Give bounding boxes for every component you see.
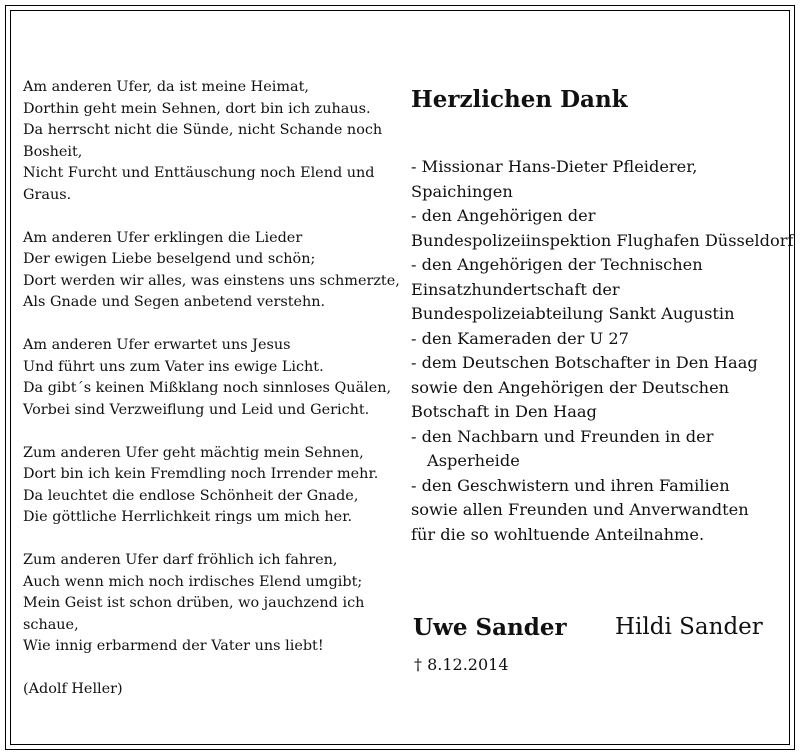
poem-line: Zum anderen Ufer geht mächtig mein Sehnen, — [23, 444, 364, 461]
poem-line: Am anderen Ufer, da ist meine Heimat, — [23, 79, 309, 95]
thanks-line: Asperheide — [427, 451, 520, 470]
thanks-line: - den Nachbarn und Freunden in der — [411, 426, 714, 446]
thanks-line: Bundespolizeiabteilung Sankt Augustin — [411, 304, 735, 323]
signature-deceased: Uwe Sander — [413, 614, 567, 641]
poem-stanza-5 — [23, 550, 368, 658]
poem-line: Vorbei sind Verzweiflung und Leid und Gericht. — [23, 401, 370, 418]
poem-stanza-1 — [23, 77, 383, 206]
thanks-line: Bundespolizeiinspektion Flughafen Düsseldorf — [411, 230, 794, 250]
poem-line: Zum anderen Ufer darf fröhlich ich fahren, — [23, 552, 338, 568]
thanks-line: Botschaft in Den Haag — [411, 402, 597, 421]
thanks-line: - den Angehörigen der — [411, 206, 596, 225]
thanks-line: - den Geschwistern und ihren Familien — [411, 475, 730, 495]
poem-author: (Adolf Heller) — [23, 681, 123, 697]
poem-line: Dort bin ich kein Fremdling noch Irrender mehr. — [23, 466, 379, 482]
poem — [23, 77, 400, 701]
poem-line: Die göttliche Herrlichkeit rings um mich her. — [23, 509, 353, 525]
thanks-line: sowie den Angehörigen der Deutschen — [411, 377, 730, 397]
poem-stanza-4 — [23, 443, 379, 529]
poem-line: Am anderen Ufer erklingen die Lieder — [23, 229, 303, 246]
thanks-line: sowie allen Freunden und Anverwandten — [411, 500, 749, 519]
poem-line: Als Gnade und Segen anbetend verstehn. — [23, 294, 326, 310]
poem-line: Am anderen Ufer erwartet uns Jesus — [23, 337, 291, 353]
poem-line: Mein Geist ist schon drüben, wo jauchzend ich — [23, 595, 365, 611]
thanks-line: - den Kameraden der U 27 — [411, 328, 629, 348]
poem-stanza-2 — [23, 228, 400, 314]
signature-family: Hildi Sander — [615, 614, 763, 640]
poem-line: Wie innig erbarmend der Vater uns liebt! — [23, 638, 324, 654]
thanks-title: Herzlichen Dank — [411, 86, 628, 113]
poem-line: Graus. — [23, 186, 72, 203]
poem-line: Da gibt´s keinen Mißklang noch sinnloses Quälen, — [23, 380, 392, 396]
poem-line: Dorthin geht mein Sehnen, dort bin ich zuhaus. — [23, 100, 371, 117]
thanks-line: - den Angehörigen der Technischen — [411, 255, 703, 274]
poem-stanza-3 — [23, 335, 392, 421]
poem-line: Der ewigen Liebe beselgend und schön; — [23, 251, 316, 267]
thanks-line: - dem Deutschen Botschafter in Den Haag — [411, 353, 758, 372]
thanks-line: - Missionar Hans-Dieter Pfleiderer, — [411, 157, 698, 176]
poem-line: Nicht Furcht und Enttäuschung noch Elend und — [23, 165, 375, 181]
poem-line: schaue, — [23, 616, 79, 633]
thanks-line: für die so wohltuende Anteilnahme. — [411, 524, 705, 544]
poem-line: Dort werden wir alles, was einstens uns schmerzte, — [23, 272, 400, 289]
poem-line: Auch wenn mich noch irdisches Elend umgibt; — [23, 573, 363, 590]
thanks-list — [411, 155, 794, 547]
thanks-line: Einsatzhundertschaft der — [411, 279, 620, 299]
death-date: † 8.12.2014 — [414, 655, 509, 674]
thanks-line: Spaichingen — [411, 181, 513, 201]
poem-line: Da leuchtet die endlose Schönheit der Gnade, — [23, 487, 359, 504]
poem-line: Da herrscht nicht die Sünde, nicht Schande noch — [23, 122, 383, 138]
poem-line: Bosheit, — [23, 143, 83, 160]
poem-line: Und führt uns zum Vater ins ewige Licht. — [23, 358, 324, 375]
